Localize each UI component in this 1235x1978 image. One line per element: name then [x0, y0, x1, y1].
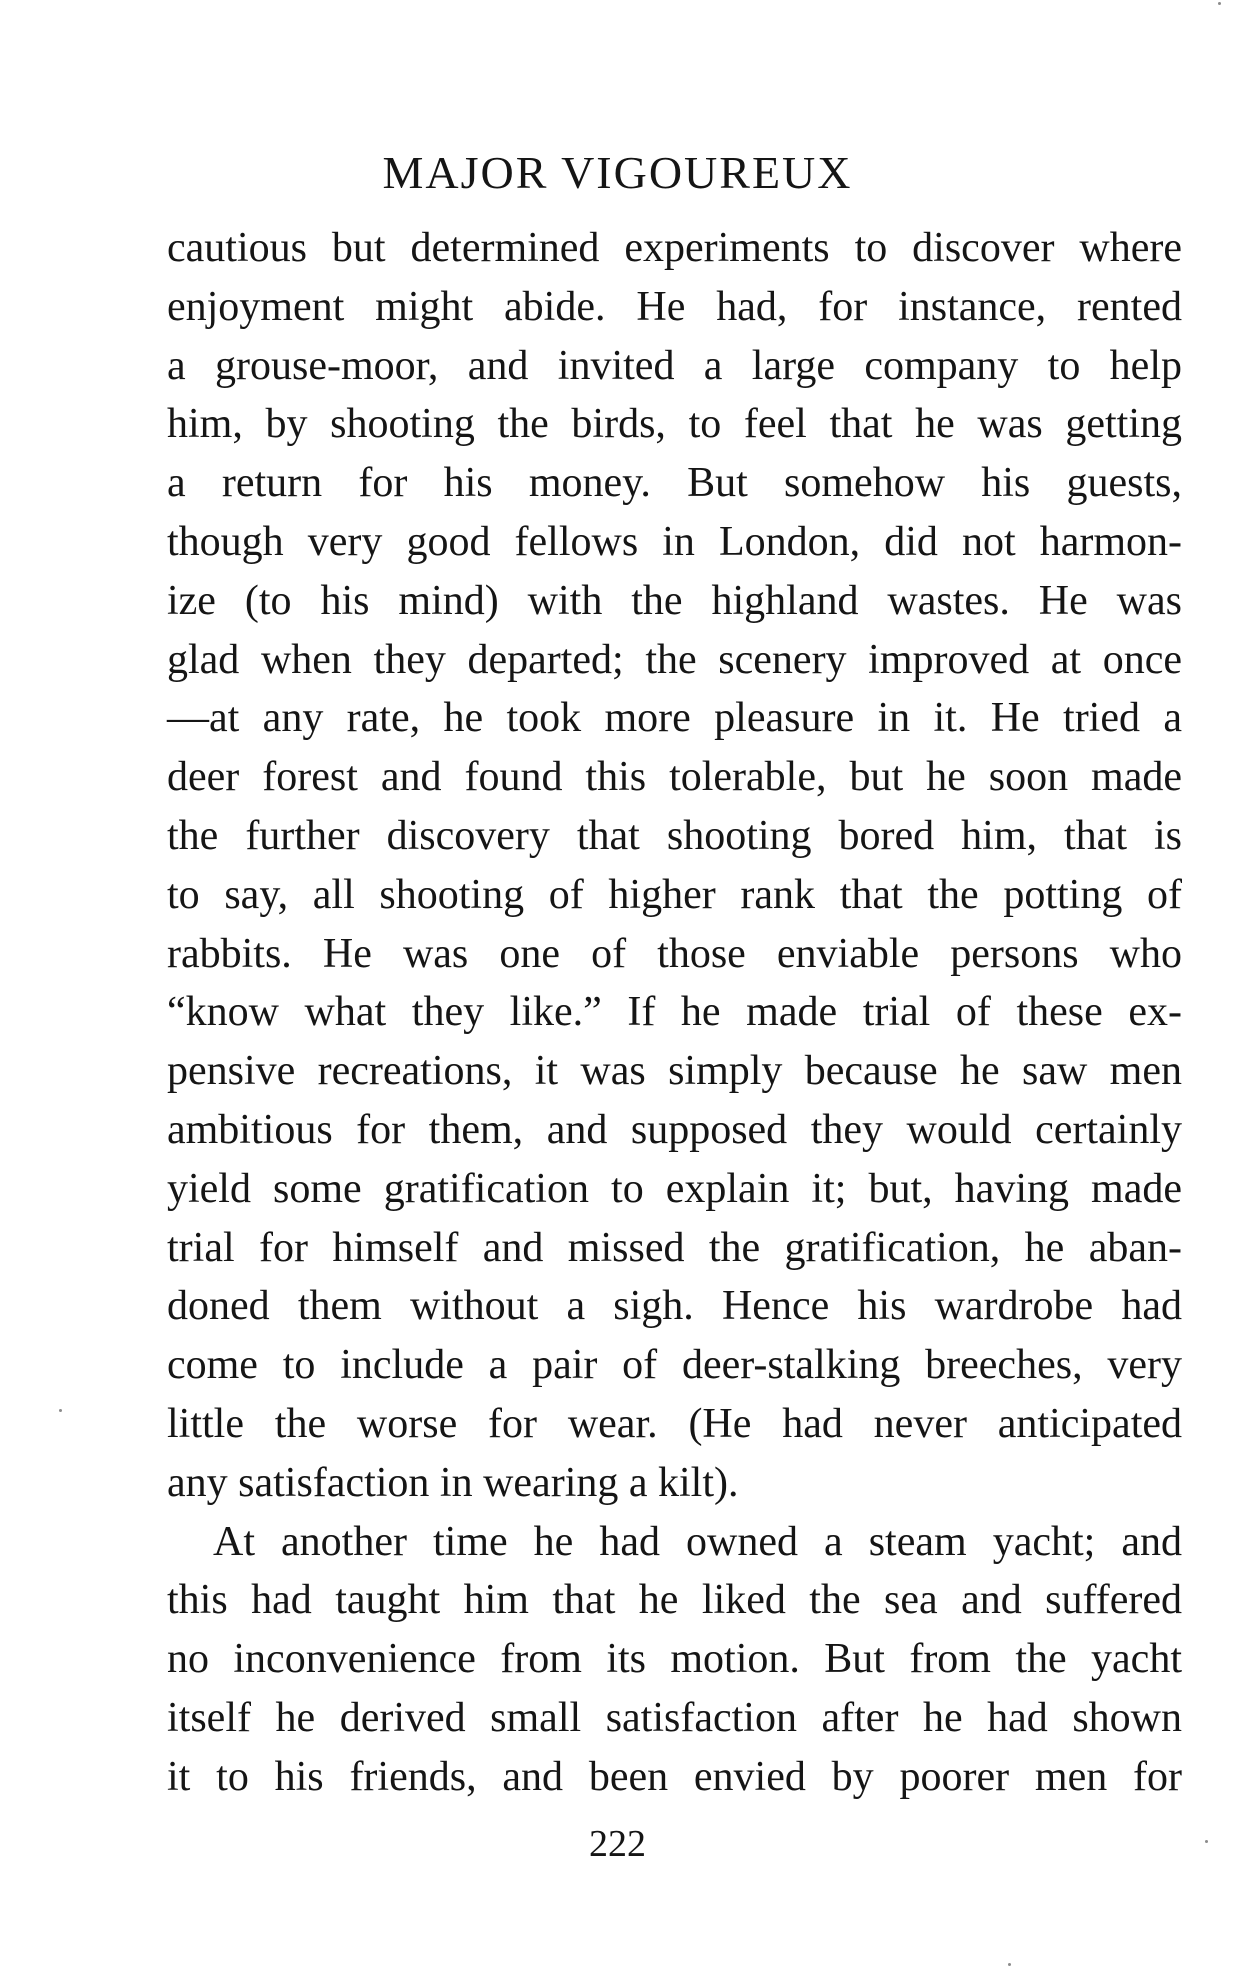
paper-speck [1218, 2, 1221, 5]
text-line: trial for himself and missed the gratification, he aban- [167, 1224, 1182, 1271]
paper-speck [59, 1409, 62, 1412]
text-line: the further discovery that shooting bored him, that is [167, 812, 1182, 859]
text-line: no inconvenience from its motion. But from the yacht [167, 1636, 1182, 1683]
text-line: deer forest and found this tolerable, but he soon made [167, 754, 1182, 801]
text-line: come to include a pair of deer-stalking breeches, very [167, 1342, 1182, 1389]
text-line: little the worse for wear. (He had never anticipated [167, 1400, 1182, 1447]
text-line: to say, all shooting of higher rank that the potting of [167, 871, 1182, 918]
text-line: rabbits. He was one of those enviable persons who [167, 930, 1182, 977]
paragraph-2 [167, 1513, 1182, 1807]
text-line: a return for his money. But somehow his guests, [167, 460, 1182, 507]
text-line: glad when they departed; the scenery improved at once [167, 636, 1182, 683]
text-line: pensive recreations, it was simply because he saw men [167, 1048, 1182, 1095]
paper-speck [1205, 1840, 1208, 1843]
paper-speck [1008, 1963, 1011, 1966]
text-line: this had taught him that he liked the sea and suffered [167, 1577, 1182, 1624]
text-line: At another time he had owned a steam yacht; and [213, 1518, 1182, 1565]
text-line: ize (to his mind) with the highland wastes. He was [167, 577, 1182, 624]
text-line: doned them without a sigh. Hence his wardrobe had [167, 1283, 1182, 1330]
running-head: MAJOR VIGOUREUX [382, 147, 853, 198]
text-line: —at any rate, he took more pleasure in it. He tried a [167, 695, 1182, 742]
paragraph-1 [167, 219, 1182, 1513]
text-line: though very good fellows in London, did not harmon- [167, 518, 1182, 565]
text-line: enjoyment might abide. He had, for instance, rented [167, 283, 1182, 330]
text-line: him, by shooting the birds, to feel that he was getting [167, 401, 1182, 448]
text-line: “know what they like.” If he made trial of these ex- [167, 989, 1182, 1036]
page-number: 222 [589, 1823, 646, 1865]
text-line: ambitious for them, and supposed they would certainly [167, 1106, 1182, 1153]
text-line: cautious but determined experiments to discover where [167, 225, 1182, 271]
text-line: a grouse-moor, and invited a large company to help [167, 342, 1182, 389]
text-line: any satisfaction in wearing a kilt). [167, 1459, 739, 1506]
text-line: itself he derived small satisfaction after he had shown [167, 1694, 1182, 1741]
body-text [167, 219, 1182, 1807]
text-line: it to his friends, and been envied by poorer men for [167, 1753, 1182, 1800]
text-line: yield some gratification to explain it; but, having made [167, 1165, 1182, 1212]
